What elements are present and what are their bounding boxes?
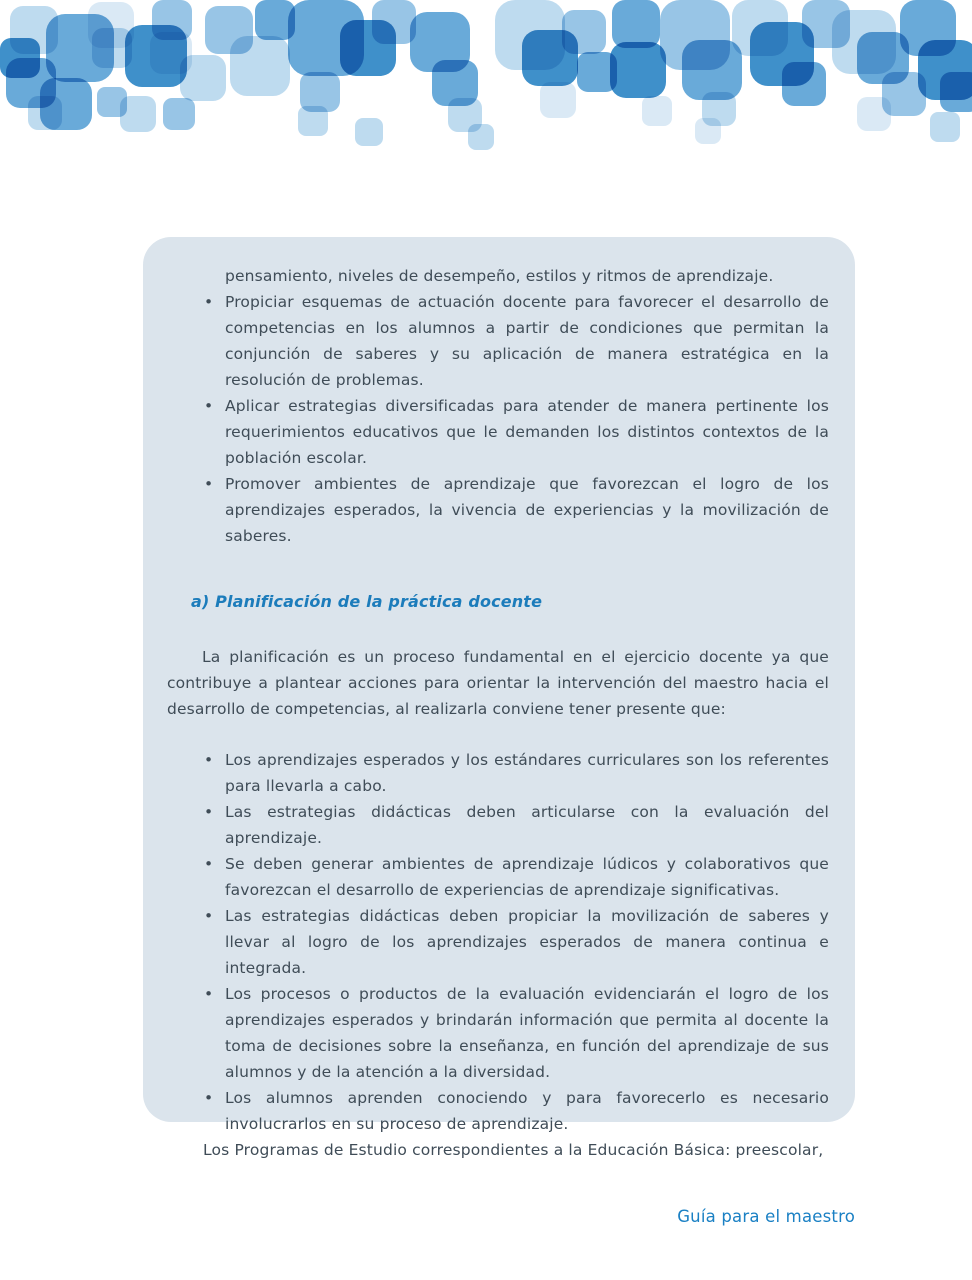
decorative-square xyxy=(298,106,328,136)
decorative-square xyxy=(682,40,742,100)
decorative-square xyxy=(28,96,62,130)
decorative-square xyxy=(857,97,891,131)
bullet-item: • Se deben generar ambientes de aprendizaje lúdicos y colaborativos que favorezcan el desarrollo de experiencias de aprendizaje significativas. xyxy=(225,851,829,903)
decorative-square xyxy=(355,118,383,146)
bullet-item: • Promover ambientes de aprendizaje que favorezcan el logro de los aprendizajes esperados, la vivencia de experiencias y la movilización de saberes. xyxy=(225,471,829,549)
closing-line: Los Programas de Estudio correspondientes a la Educación Básica: preescolar, xyxy=(203,1141,824,1159)
footer-page-label: Guía para el maestro xyxy=(677,1207,855,1226)
decorative-square xyxy=(230,36,290,96)
decorative-square xyxy=(782,62,826,106)
bullet-item: • Los aprendizajes esperados y los estándares curriculares son los referentes para llevarla a cabo. xyxy=(225,747,829,799)
decorative-square xyxy=(642,96,672,126)
decorative-square xyxy=(940,72,972,112)
decorative-square xyxy=(468,124,494,150)
header-decoration xyxy=(0,0,972,185)
decorative-square xyxy=(612,0,660,48)
bullet-item: • Aplicar estrategias diversificadas para atender de manera pertinente los requerimientos educativos que le demanden los distintos contextos de la población escolar. xyxy=(225,393,829,471)
bullet-item: • Las estrategias didácticas deben articularse con la evaluación del aprendizaje. xyxy=(225,799,829,851)
planning-paragraph: La planificación es un proceso fundamental en el ejercicio docente ya que contribuye a plantear acciones para orientar la intervención del maestro hacia el desarrollo de competencias, al realizarla conviene tener presente que: xyxy=(167,648,829,718)
section-heading: a) Planificación de la práctica docente xyxy=(191,592,543,611)
bullet-item: • Propiciar esquemas de actuación docente para favorecer el desarrollo de competencias en los alumnos a partir de condiciones que permitan la conjunción de saberes y su aplicación de manera estratégica en la resolución de problemas. xyxy=(225,289,829,393)
intro-continuation-line: pensamiento, niveles de desempeño, estilos y ritmos de aprendizaje. xyxy=(225,267,774,285)
bullet-item: • Las estrategias didácticas deben propiciar la movilización de saberes y llevar al logro de los aprendizajes esperados de manera continua e integrada. xyxy=(225,903,829,981)
decorative-square xyxy=(695,118,721,144)
planning-considerations-list xyxy=(167,747,829,1137)
decorative-square xyxy=(930,112,960,142)
decorative-square xyxy=(163,98,195,130)
bullet-item: • Los procesos o productos de la evaluación evidenciarán el logro de los aprendizajes esperados y brindarán información que permita al docente la toma de decisiones sobre la enseñanza, en función del aprendizaje de sus alumnos y de la atención a la diversidad. xyxy=(225,981,829,1085)
decorative-square xyxy=(562,10,606,54)
decorative-square xyxy=(610,42,666,98)
content-panel xyxy=(143,237,855,1159)
objectives-list xyxy=(167,289,829,549)
bullet-item: • Los alumnos aprenden conociendo y para favorecerlo es necesario involucrarlos en su proceso de aprendizaje. xyxy=(225,1085,829,1137)
decorative-square xyxy=(540,82,576,118)
decorative-square xyxy=(120,96,156,132)
decorative-square xyxy=(180,55,226,101)
